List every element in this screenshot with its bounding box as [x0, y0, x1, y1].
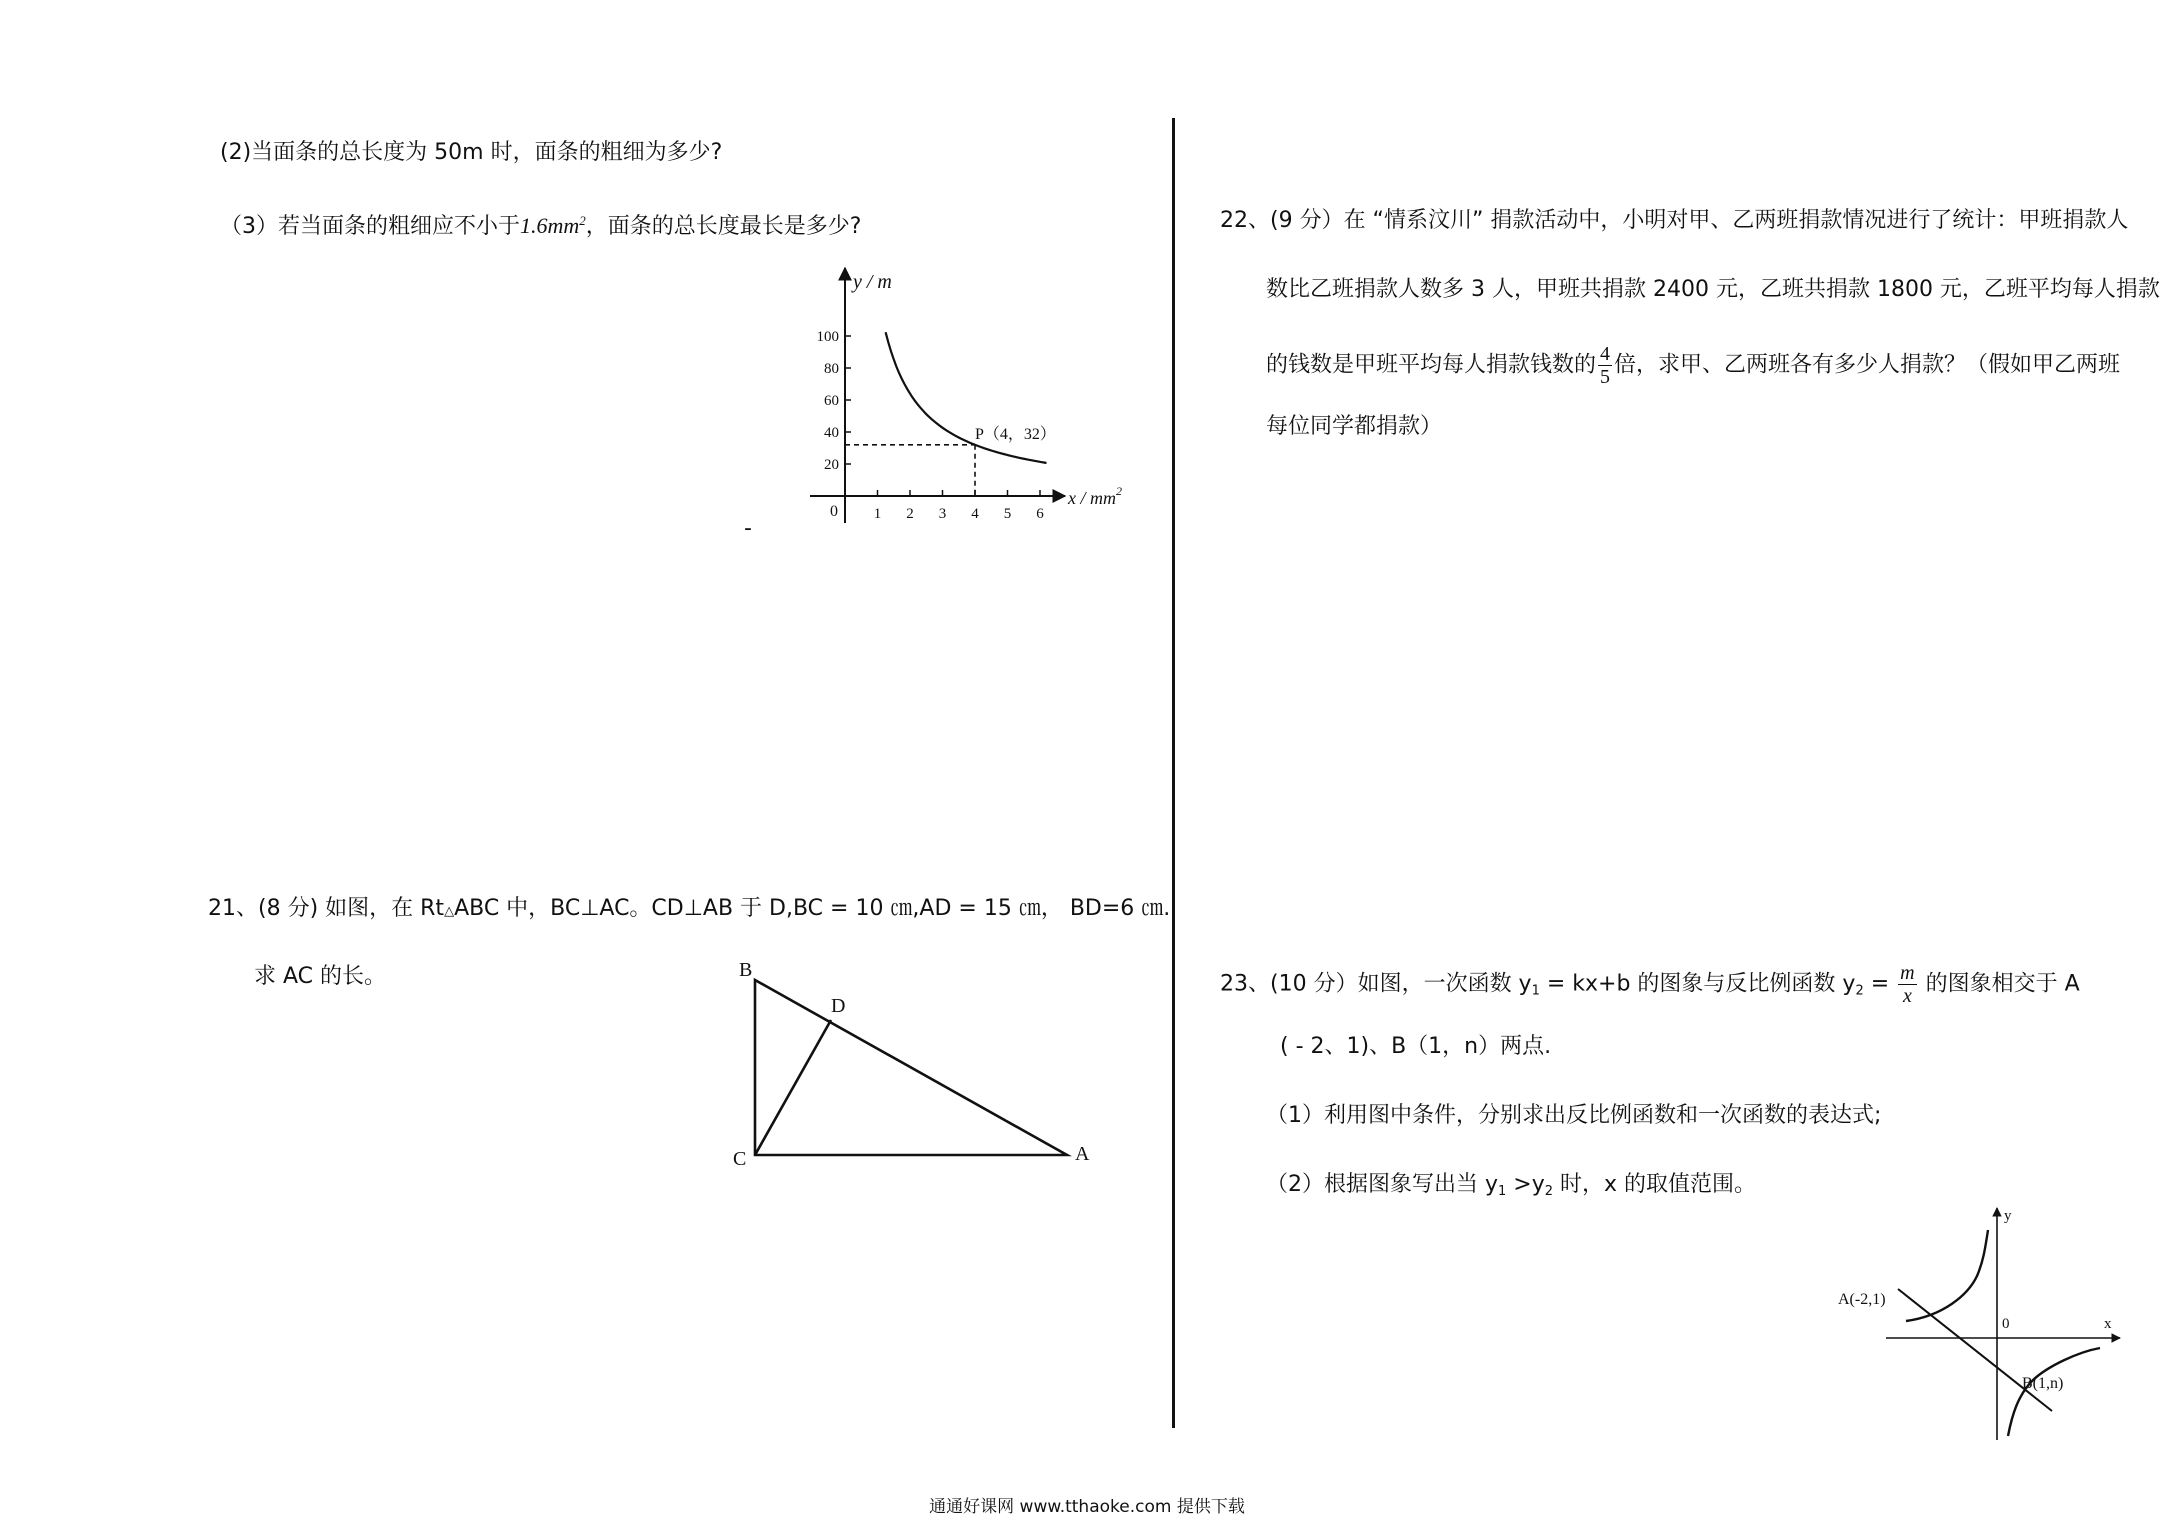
- page-footer: 通通好课网 www.tthaoke.com 提供下载: [929, 1497, 1245, 1517]
- question-22-line-2: 数比乙班捐款人数多 3 人，甲班共捐款 2400 元，乙班共捐款 1800 元，乙班平均每人捐款: [1266, 277, 2160, 302]
- y-axis-label: y / m: [853, 271, 892, 293]
- fraction-four-fifths: $\frac{4}{5}$: [1600, 343, 1611, 388]
- x-axis-label: x: [2104, 1316, 2112, 1332]
- triangle-abc: [755, 980, 1067, 1155]
- question-23-part-1: （1）利用图中条件，分别求出反比例函数和一次函数的表达式;: [1266, 1103, 1882, 1128]
- x-tick-label: 1: [873, 506, 882, 522]
- y-tick-label: 100: [816, 329, 839, 345]
- y-tick-label: 40: [824, 425, 839, 441]
- question-22-line-4: 每位同学都捐款）: [1266, 414, 1443, 439]
- segment-cd: [755, 1020, 831, 1155]
- x-tick-label: 3: [938, 506, 947, 522]
- fraction-m-over-x: $\frac{m}{x}$: [1900, 962, 1915, 1007]
- question-20-part-2: (2)当面条的总长度为 50m 时，面条的粗细为多少?: [220, 140, 723, 165]
- point-a-label: A(-2,1): [1838, 1291, 1886, 1308]
- question-21-ask: 求 AC 的长。: [254, 964, 387, 989]
- y-axis-label: y: [2004, 1208, 2012, 1224]
- hyperbola-branch-lower-right: [2008, 1348, 2100, 1436]
- triangle-diagram: [725, 950, 1105, 1170]
- question-23: 23、(10 分）如图，一次函数 $y_1 = kx+b$ 的图象与反比例函数 $y_2$ = $\frac{m}{x}$ 的图象相交于 A: [1220, 962, 2080, 1007]
- question-20-part-3: （3）若当面条的粗细应不小于$1.6mm^2$，面条的总长度最长是多少?: [220, 213, 862, 239]
- x-tick-label: 5: [1003, 506, 1012, 522]
- x-axis-label: x / $mm^2$: [1068, 484, 1122, 508]
- y-tick-label: 20: [824, 457, 839, 473]
- question-23-part-2: （2）根据图象写出当 $y_1 >y_2$ 时，x 的取值范围。: [1266, 1172, 1757, 1199]
- vertex-c: C: [733, 1148, 747, 1170]
- y-tick-label: 80: [824, 361, 839, 377]
- question-23-line-2: ( - 2、1)、B（1，n）两点.: [1280, 1034, 1552, 1059]
- linear-function-line: [1898, 1289, 2052, 1411]
- origin-label: 0: [2002, 1316, 2010, 1332]
- column-divider: [1172, 118, 1175, 1428]
- inverse-curve: [886, 332, 1047, 463]
- function-graph: [1838, 1200, 2128, 1445]
- question-22-line-1: 22、(9 分）在 “情系汶川” 捐款活动中，小明对甲、乙两班捐款情况进行了统计：甲班捐款人: [1220, 208, 2129, 233]
- point-b-label: B(1,n): [2022, 1375, 2064, 1392]
- question-21: 21、(8 分) 如图，在 Rt△ABC 中，BC⊥AC。CD⊥AB 于 D,BC = 10 ㎝,AD = 15 ㎝， BD=6 ㎝.: [208, 896, 1171, 921]
- question-22-line-3: 的钱数是甲班平均每人捐款钱数的 $\frac{4}{5}$ 倍，求甲、乙两班各有多少人捐款？（假如甲乙两班: [1266, 343, 2121, 388]
- vertex-b: B: [739, 959, 753, 981]
- y-tick-label: 60: [824, 393, 839, 409]
- x-tick-label: 2: [906, 506, 914, 522]
- vertex-d: D: [831, 995, 846, 1017]
- vertex-a: A: [1075, 1143, 1090, 1165]
- length-thickness-graph: [790, 258, 1150, 538]
- point-p-label: P（4，32）: [975, 425, 1056, 443]
- stray-dash-mark: -: [744, 516, 752, 541]
- x-ticks: [874, 490, 1045, 522]
- math-expression: $1.6mm^2$: [520, 213, 586, 238]
- x-tick-label: 6: [1036, 506, 1044, 522]
- x-tick-label: 4: [971, 506, 979, 522]
- hyperbola-branch-upper-left: [1906, 1230, 1988, 1321]
- origin-label: 0: [830, 503, 838, 520]
